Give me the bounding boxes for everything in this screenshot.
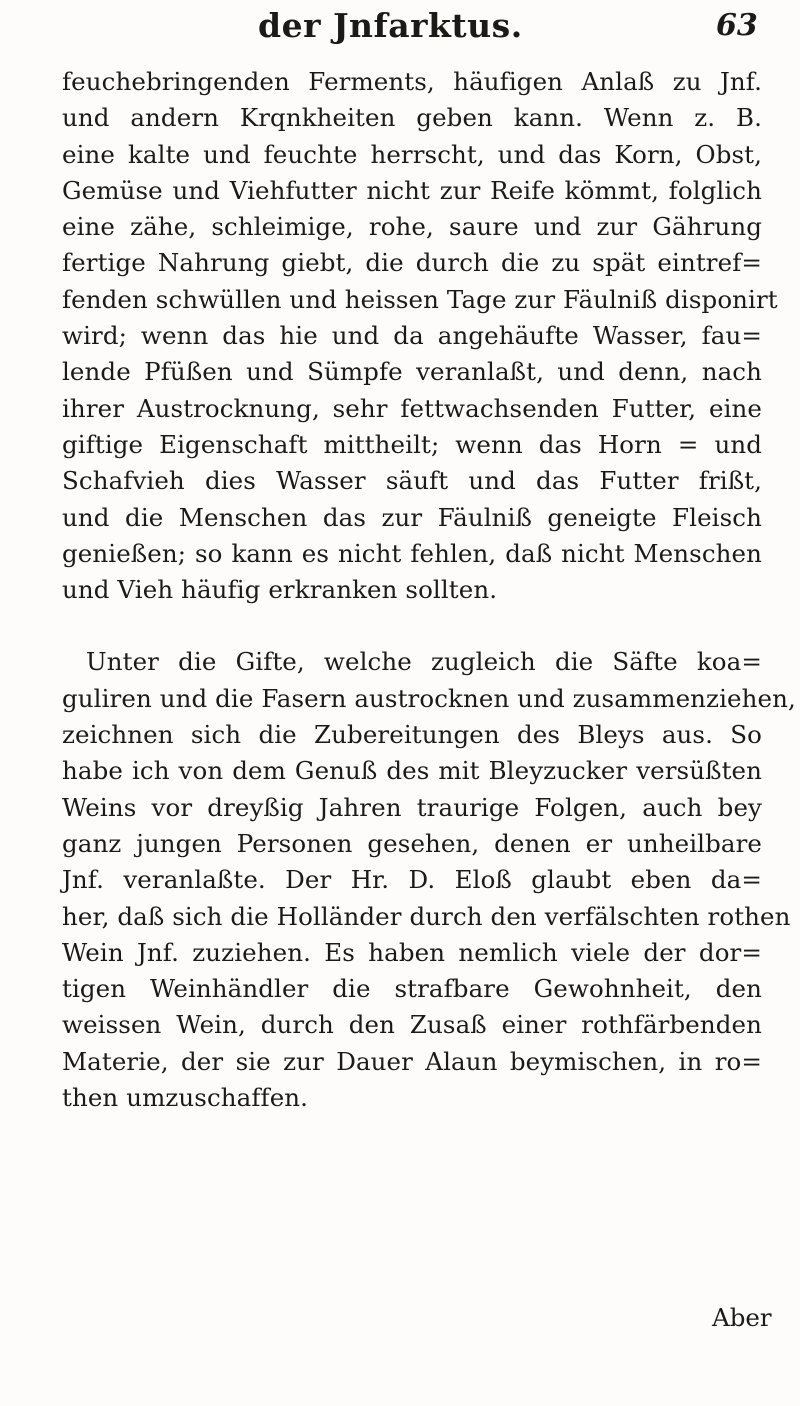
text-line: zeichnen sich die Zubereitungen des Bleys aus. So bbox=[62, 720, 762, 750]
text-line: tigen Weinhändler die strafbare Gewohnheit, den bbox=[62, 974, 762, 1004]
text-line: ihrer Austrocknung, sehr fettwachsenden Futter, eine bbox=[62, 393, 762, 423]
text-line: eine kalte und feuchte herrscht, und das Korn, Obst, bbox=[62, 139, 762, 169]
paragraph-1 bbox=[62, 64, 778, 608]
text-line: feuchebringenden Ferments, häufigen Anlaß zu Jnf. bbox=[62, 67, 762, 96]
text-line: Wein Jnf. zuziehen. Es haben nemlich viele der dor= bbox=[62, 937, 762, 967]
body-text bbox=[62, 64, 796, 1116]
text-line: habe ich von dem Genuß des mit Bleyzucker versüßten bbox=[62, 756, 762, 786]
running-title: der Jnfarktus. bbox=[258, 6, 523, 45]
text-line: then umzuschaffen. bbox=[62, 1083, 309, 1113]
text-line: genießen; so kann es nicht fehlen, daß nicht Menschen bbox=[62, 538, 762, 568]
text-line: und Vieh häufig erkranken sollten. bbox=[62, 575, 498, 605]
text-line: Schafvieh dies Wasser säuft und das Futter frißt, bbox=[62, 466, 762, 496]
text-line: Materie, der sie zur Dauer Alaun beymischen, in ro= bbox=[62, 1046, 762, 1076]
text-line: Unter die Gifte, welche zugleich die Säfte koa= bbox=[86, 647, 762, 677]
running-head bbox=[0, 6, 800, 46]
text-line: wird; wenn das hie und da angehäufte Wasser, fau= bbox=[62, 321, 762, 351]
text-line: weissen Wein, durch den Zusaß einer rothfärbenden bbox=[62, 1010, 762, 1040]
text-line: und andern Krqnkheiten geben kann. Wenn z. B. bbox=[62, 103, 762, 133]
text-line: Jnf. veranlaßte. Der Hr. D. Eloß glaubt eben da= bbox=[62, 865, 762, 895]
text-line: Gemüse und Viehfutter nicht zur Reife kömmt, folglich bbox=[62, 175, 762, 205]
paragraph-2 bbox=[62, 644, 796, 1116]
text-line: eine zähe, schleimige, rohe, saure und zur Gährung bbox=[62, 212, 762, 242]
page-number: 63 bbox=[716, 8, 758, 43]
text-line: lende Pfüßen und Sümpfe veranlaßt, und denn, nach bbox=[62, 357, 762, 387]
text-line: und die Menschen das zur Fäulniß geneigte Fleisch bbox=[62, 502, 762, 532]
paragraph-gap bbox=[62, 608, 762, 644]
catchword: Aber bbox=[712, 1303, 772, 1332]
text-line: fenden schwüllen und heissen Tage zur Fäulniß disponirt bbox=[62, 284, 778, 314]
text-line: giftige Eigenschaft mittheilt; wenn das Horn = und bbox=[62, 429, 762, 459]
text-line: her, daß sich die Holländer durch den verfälschten rothen bbox=[62, 901, 791, 931]
text-line: fertige Nahrung giebt, die durch die zu spät eintref= bbox=[62, 248, 762, 278]
text-line: Weins vor dreyßig Jahren traurige Folgen, auch bey bbox=[62, 792, 762, 822]
text-line: ganz jungen Personen gesehen, denen er unheilbare bbox=[62, 828, 762, 858]
text-line: guliren und die Fasern austrocknen und zusammenziehen, bbox=[62, 683, 796, 713]
